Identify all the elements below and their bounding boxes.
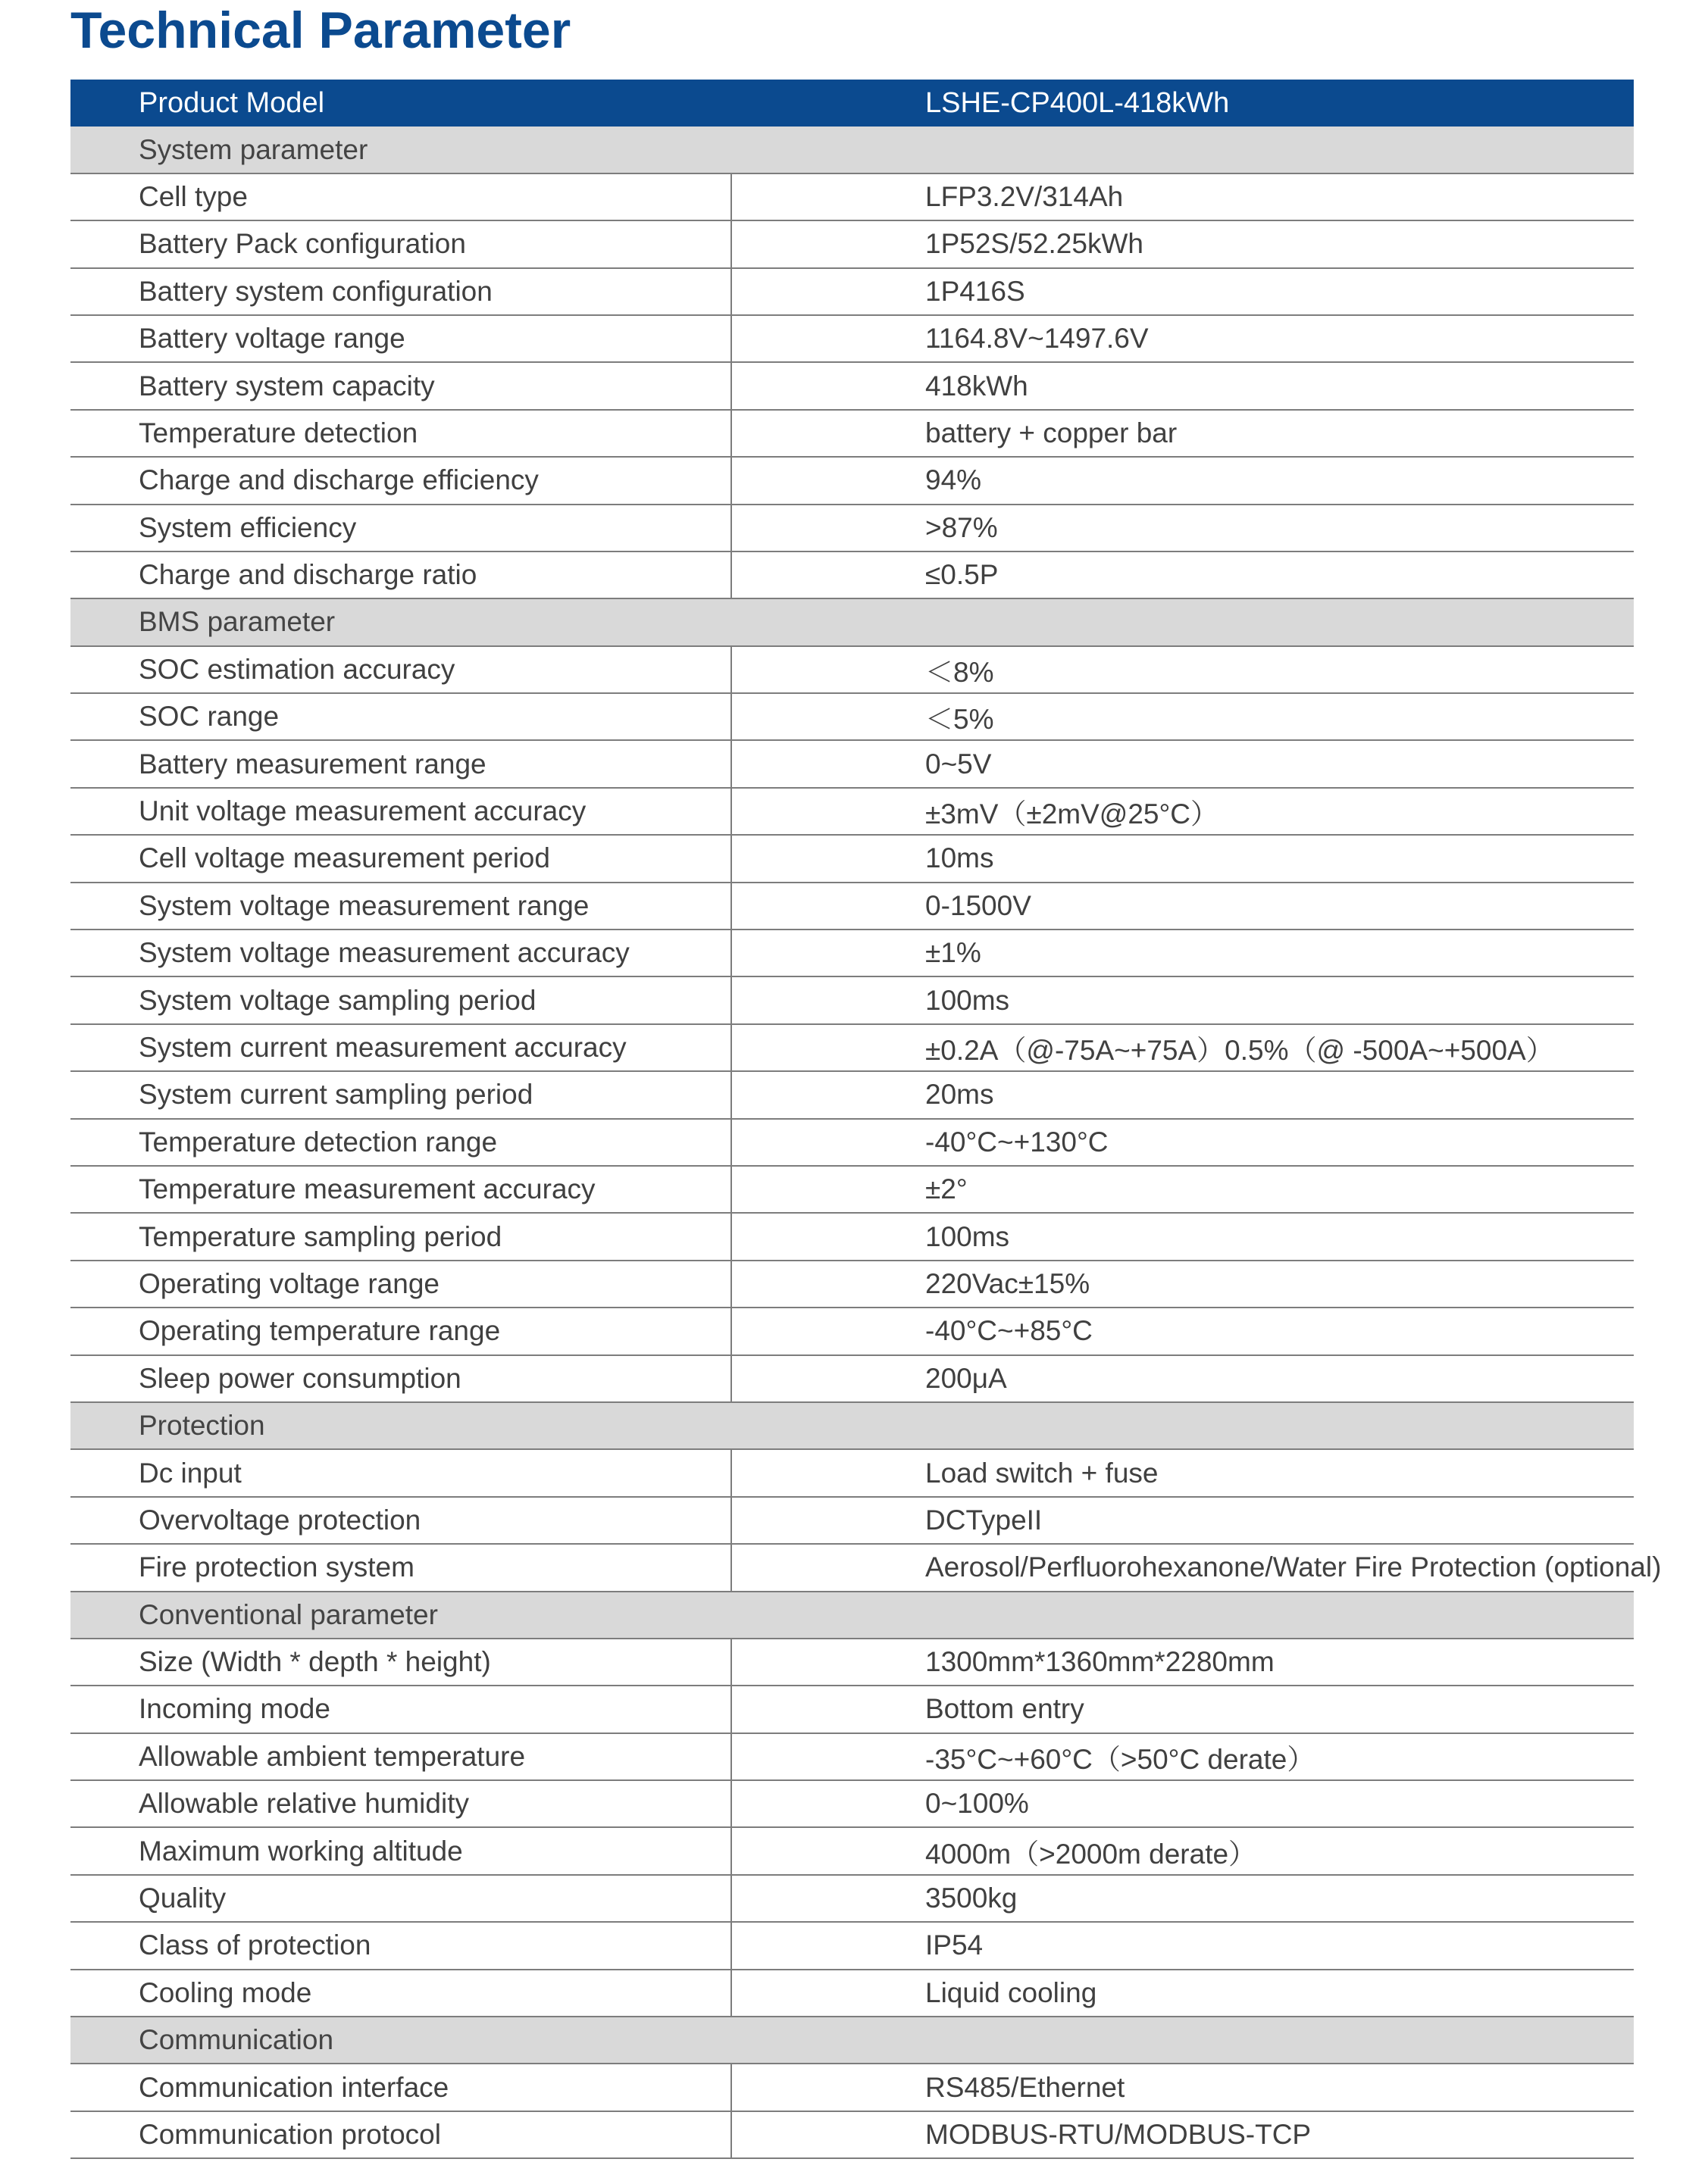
column-divider: [730, 2064, 732, 2110]
column-divider: [730, 930, 732, 976]
column-divider: [730, 977, 732, 1023]
table-row: [70, 789, 1634, 836]
table-row: [70, 221, 1634, 268]
parameter-name: Temperature measurement accuracy: [139, 1173, 596, 1205]
parameter-value: LFP3.2V/314Ah: [925, 180, 1124, 212]
parameter-name: System current measurement accuracy: [139, 1032, 627, 1063]
table-row: [70, 269, 1634, 316]
parameter-name: Sleep power consumption: [139, 1362, 461, 1394]
parameter-name: System voltage sampling period: [139, 984, 536, 1016]
table-row: [70, 363, 1634, 410]
parameter-value: Liquid cooling: [925, 1976, 1097, 2008]
parameter-name: Class of protection: [139, 1929, 371, 1961]
column-divider: [730, 221, 732, 267]
parameter-name: Operating voltage range: [139, 1267, 440, 1299]
parameter-value: 0-1500V: [925, 889, 1031, 921]
parameter-value: DCTypeII: [925, 1504, 1043, 1536]
column-divider: [730, 1261, 732, 1307]
parameter-value: Bottom entry: [925, 1693, 1084, 1725]
column-divider: [730, 1923, 732, 1968]
parameter-name: Unit voltage measurement accuracy: [139, 795, 587, 827]
parameter-name: System efficiency: [139, 511, 357, 543]
table-row: [70, 1781, 1634, 1828]
parameter-name: Cooling mode: [139, 1976, 312, 2008]
column-divider: [730, 836, 732, 881]
parameter-name: Temperature sampling period: [139, 1220, 502, 1252]
table-row: [70, 1072, 1634, 1119]
parameter-value: 100ms: [925, 1220, 1010, 1252]
parameter-name: Communication protocol: [139, 2118, 441, 2150]
column-divider: [730, 1025, 732, 1070]
column-divider: [730, 2112, 732, 2157]
parameter-name: System voltage measurement accuracy: [139, 937, 630, 969]
parameter-value: MODBUS-RTU/MODBUS-TCP: [925, 2118, 1312, 2150]
column-divider: [730, 411, 732, 456]
parameter-name: Battery Pack configuration: [139, 228, 466, 260]
parameter-value: -35°C~+60°C（>50°C derate）: [925, 1743, 1315, 1775]
table-row: [70, 1356, 1634, 1403]
parameter-name: Cell type: [139, 180, 248, 212]
parameter-name: Charge and discharge ratio: [139, 559, 477, 591]
section-header-row: [70, 1403, 1634, 1450]
column-divider: [730, 1781, 732, 1826]
parameter-value: 1P52S/52.25kWh: [925, 228, 1143, 260]
parameter-value: IP54: [925, 1929, 984, 1961]
table-row: [70, 930, 1634, 977]
column-divider: [730, 174, 732, 220]
column-divider: [730, 1214, 732, 1259]
column-divider: [730, 269, 732, 314]
column-divider: [730, 694, 732, 739]
column-divider: [730, 552, 732, 598]
table-row: [70, 1734, 1634, 1781]
parameter-name: SOC estimation accuracy: [139, 653, 455, 685]
parameter-value: 1164.8V~1497.6V: [925, 323, 1149, 355]
parameter-name: Overvoltage protection: [139, 1504, 421, 1536]
parameter-name: Fire protection system: [139, 1551, 414, 1583]
table-row: [70, 2064, 1634, 2111]
parameter-value: ±1%: [925, 937, 981, 969]
parameter-value: 100ms: [925, 984, 1010, 1016]
parameter-value: 3500kg: [925, 1882, 1018, 1914]
column-divider: [730, 505, 732, 551]
page-title: Technical Parameter: [70, 2, 571, 59]
column-divider: [730, 1072, 732, 1117]
section-title: System parameter: [139, 133, 368, 165]
table-row: [70, 1120, 1634, 1167]
header-value: LSHE-CP400L-418kWh: [925, 86, 1230, 119]
table-row: [70, 1923, 1634, 1970]
column-divider: [730, 1450, 732, 1495]
column-divider: [730, 1356, 732, 1401]
column-divider: [730, 1120, 732, 1165]
parameter-name: Maximum working altitude: [139, 1835, 463, 1867]
parameter-name: SOC range: [139, 701, 280, 733]
parameter-value: 1300mm*1360mm*2280mm: [925, 1646, 1275, 1678]
table-row: [70, 1450, 1634, 1497]
table-row: [70, 1025, 1634, 1072]
column-divider: [730, 1308, 732, 1354]
parameter-value: ＜5%: [925, 704, 994, 736]
parameter-name: Charge and discharge efficiency: [139, 464, 539, 496]
spec-table: [70, 80, 1662, 2159]
parameter-name: Battery system configuration: [139, 275, 493, 307]
parameter-value: 200μA: [925, 1362, 1007, 1394]
section-title: Conventional parameter: [139, 1598, 438, 1630]
section-header-row: [70, 2017, 1634, 2064]
table-row: [70, 174, 1634, 221]
table-row: [70, 1545, 1662, 1592]
parameter-name: Incoming mode: [139, 1693, 330, 1725]
parameter-name: Operating temperature range: [139, 1315, 501, 1347]
table-row: [70, 694, 1634, 741]
table-row: [70, 458, 1634, 505]
parameter-value: -40°C~+85°C: [925, 1315, 1093, 1347]
parameter-name: Temperature detection: [139, 417, 418, 448]
parameter-name: Cell voltage measurement period: [139, 842, 550, 874]
column-divider: [730, 1876, 732, 1921]
parameter-name: Allowable relative humidity: [139, 1788, 469, 1820]
table-row: [70, 1167, 1634, 1214]
parameter-value: 4000m（>2000m derate）: [925, 1838, 1257, 1870]
parameter-value: 20ms: [925, 1079, 994, 1111]
table-row: [70, 883, 1634, 930]
parameter-name: Quality: [139, 1882, 227, 1914]
column-divider: [730, 1828, 732, 1873]
column-divider: [730, 363, 732, 408]
parameter-value: Load switch + fuse: [925, 1457, 1159, 1489]
column-divider: [730, 1167, 732, 1212]
parameter-value: battery + copper bar: [925, 417, 1178, 448]
column-divider: [730, 1498, 732, 1543]
parameter-value: ＜8%: [925, 656, 994, 688]
parameter-name: Battery system capacity: [139, 370, 435, 401]
table-row: [70, 1214, 1634, 1261]
parameter-value: ±0.2A（@-75A~+75A）0.5%（@ -500A~+500A）: [925, 1035, 1554, 1066]
section-header-row: [70, 1592, 1634, 1639]
section-title: Protection: [139, 1410, 265, 1442]
column-divider: [730, 883, 732, 929]
parameter-value: ≤0.5P: [925, 559, 999, 591]
parameter-value: 418kWh: [925, 370, 1028, 401]
parameter-name: Size (Width * depth * height): [139, 1646, 491, 1678]
column-divider: [730, 1545, 732, 1590]
header-label: Product Model: [139, 86, 325, 119]
table-row: [70, 1261, 1634, 1308]
parameter-value: 0~100%: [925, 1788, 1029, 1820]
section-title: BMS parameter: [139, 606, 336, 638]
table-row: [70, 316, 1634, 363]
parameter-value: 1P416S: [925, 275, 1025, 307]
parameter-value: ±3mV（±2mV@25°C）: [925, 798, 1219, 830]
table-row: [70, 1970, 1634, 2017]
parameter-name: System voltage measurement range: [139, 889, 590, 921]
table-row: [70, 647, 1634, 694]
column-divider: [730, 1639, 732, 1685]
parameter-name: Communication interface: [139, 2071, 449, 2103]
table-header-row: [70, 80, 1634, 127]
parameter-value: >87%: [925, 511, 998, 543]
column-divider: [730, 458, 732, 503]
column-divider: [730, 1686, 732, 1732]
parameter-value: 0~5V: [925, 748, 992, 780]
table-row: [70, 1308, 1634, 1355]
parameter-name: Battery measurement range: [139, 748, 486, 780]
parameter-value: 220Vac±15%: [925, 1267, 1090, 1299]
parameter-value: 94%: [925, 464, 982, 496]
column-divider: [730, 789, 732, 834]
section-title: Communication: [139, 2024, 334, 2056]
parameter-value: Aerosol/Perfluorohexanone/Water Fire Protection (optional): [925, 1551, 1662, 1583]
table-row: [70, 1876, 1634, 1923]
table-row: [70, 505, 1634, 552]
parameter-value: RS485/Ethernet: [925, 2071, 1125, 2103]
column-divider: [730, 741, 732, 786]
section-header-row: [70, 599, 1634, 646]
table-row: [70, 836, 1634, 883]
table-row: [70, 1498, 1634, 1545]
table-row: [70, 552, 1634, 599]
parameter-name: Temperature detection range: [139, 1126, 498, 1158]
table-row: [70, 2112, 1634, 2159]
table-row: [70, 1639, 1634, 1686]
table-row: [70, 741, 1634, 788]
parameter-name: System current sampling period: [139, 1079, 533, 1111]
column-divider: [730, 1970, 732, 2016]
table-row: [70, 1686, 1634, 1733]
parameter-name: Allowable ambient temperature: [139, 1740, 526, 1772]
table-row: [70, 1828, 1634, 1875]
table-row: [70, 977, 1634, 1024]
section-header-row: [70, 127, 1634, 173]
parameter-name: Battery voltage range: [139, 323, 405, 355]
column-divider: [730, 647, 732, 692]
column-divider: [730, 1734, 732, 1779]
parameter-value: ±2°: [925, 1173, 968, 1205]
table-row: [70, 411, 1634, 458]
parameter-name: Dc input: [139, 1457, 242, 1489]
parameter-value: 10ms: [925, 842, 994, 874]
parameter-value: -40°C~+130°C: [925, 1126, 1109, 1158]
column-divider: [730, 316, 732, 361]
